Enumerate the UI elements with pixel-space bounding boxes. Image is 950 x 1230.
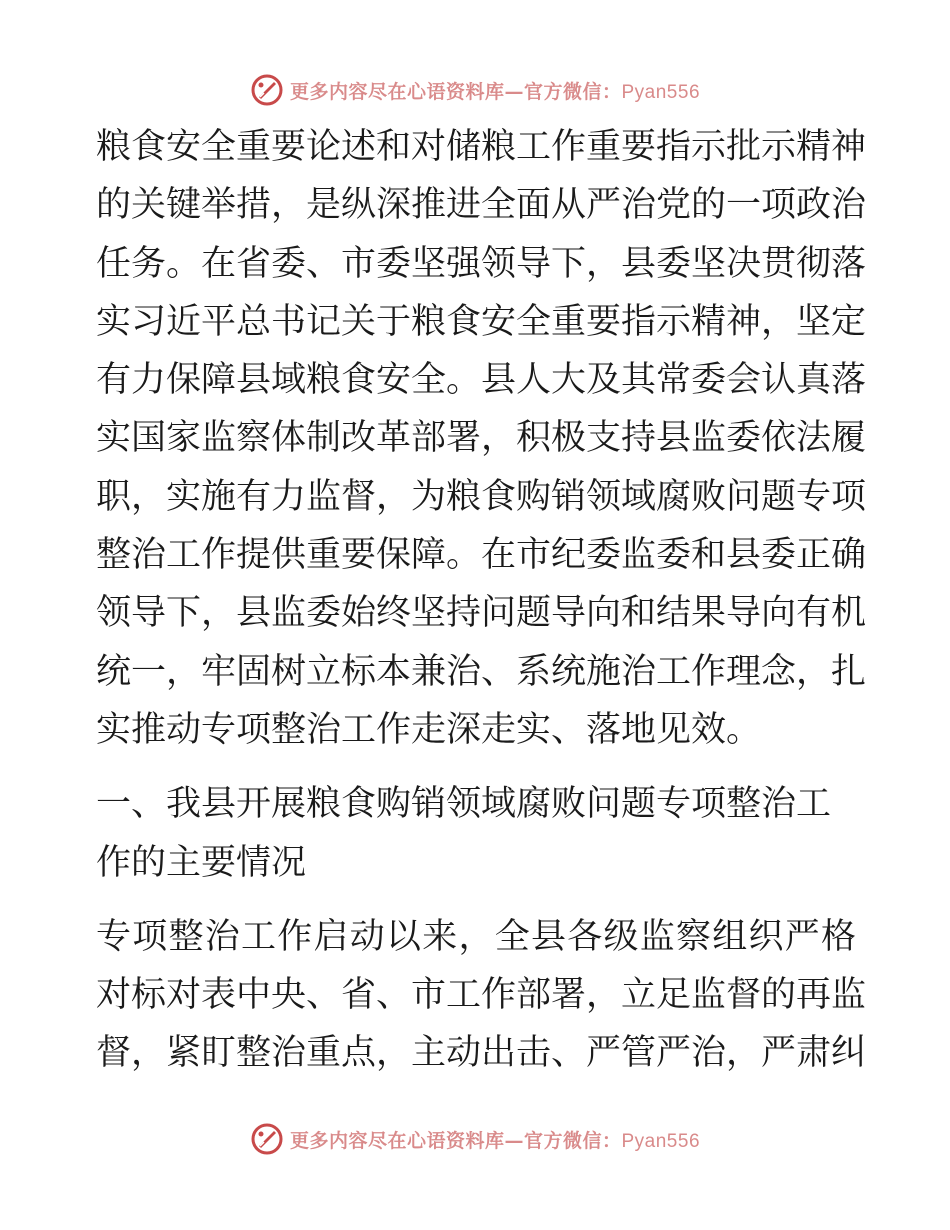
text-line: 实国家监察体制改革部署，积极支持县监委依法履 xyxy=(96,418,867,459)
text-line: 专项整治工作启动以来，全县各级监察组织严格 xyxy=(96,916,856,957)
text-line: 职，实施有力监督，为粮食购销领域腐败问题专项 xyxy=(96,476,867,517)
text-line: 对标对表中央、省、市工作部署，立足监督的再监 xyxy=(96,975,867,1016)
text-line: 统一，牢固树立标本兼治、系统施治工作理念，扎 xyxy=(96,651,867,692)
paragraph-intro xyxy=(96,118,867,759)
text-line: 实推动专项整治工作走深走实、落地见效。 xyxy=(96,709,762,750)
text-line: 实习近平总书记关于粮食安全重要指示精神，坚定 xyxy=(96,301,867,342)
text-line: 整治工作提供重要保障。在市纪委监委和县委正确 xyxy=(96,535,867,576)
footer-watermark-banner xyxy=(0,1121,950,1157)
text-line: 领导下，县监委始终坚持问题导向和结果导向有机 xyxy=(96,593,867,634)
text-line: 督，紧盯整治重点，主动出击、严管严治，严肃纠 xyxy=(96,1033,867,1074)
wechat-id: Pyan556 xyxy=(621,1130,701,1152)
text-line: 有力保障县域粮食安全。县人大及其常委会认真落 xyxy=(96,360,867,401)
watermark-text: 更多内容尽在心语资料库—官方微信：Pyan556 xyxy=(289,1129,701,1152)
heading-line: 一、我县开展粮食购销领域腐败问题专项整治工 xyxy=(96,784,832,825)
watermark-text: 更多内容尽在心语资料库—官方微信：Pyan556 xyxy=(289,80,701,103)
text-line: 任务。在省委、市委坚强领导下，县委坚决贯彻落 xyxy=(96,243,867,284)
header-watermark-banner xyxy=(0,72,950,108)
section-heading xyxy=(96,775,856,892)
quill-seal-icon xyxy=(250,1122,284,1156)
heading-line: 作的主要情况 xyxy=(96,842,307,883)
text-line: 粮食安全重要论述和对储粮工作重要指示批示精神 xyxy=(96,127,867,167)
quill-seal-icon xyxy=(250,73,284,107)
wechat-id: Pyan556 xyxy=(621,81,701,103)
text-line: 的关键举措，是纵深推进全面从严治党的一项政治 xyxy=(96,185,867,226)
document-body xyxy=(96,118,867,1083)
paragraph-section-one xyxy=(96,908,867,1083)
